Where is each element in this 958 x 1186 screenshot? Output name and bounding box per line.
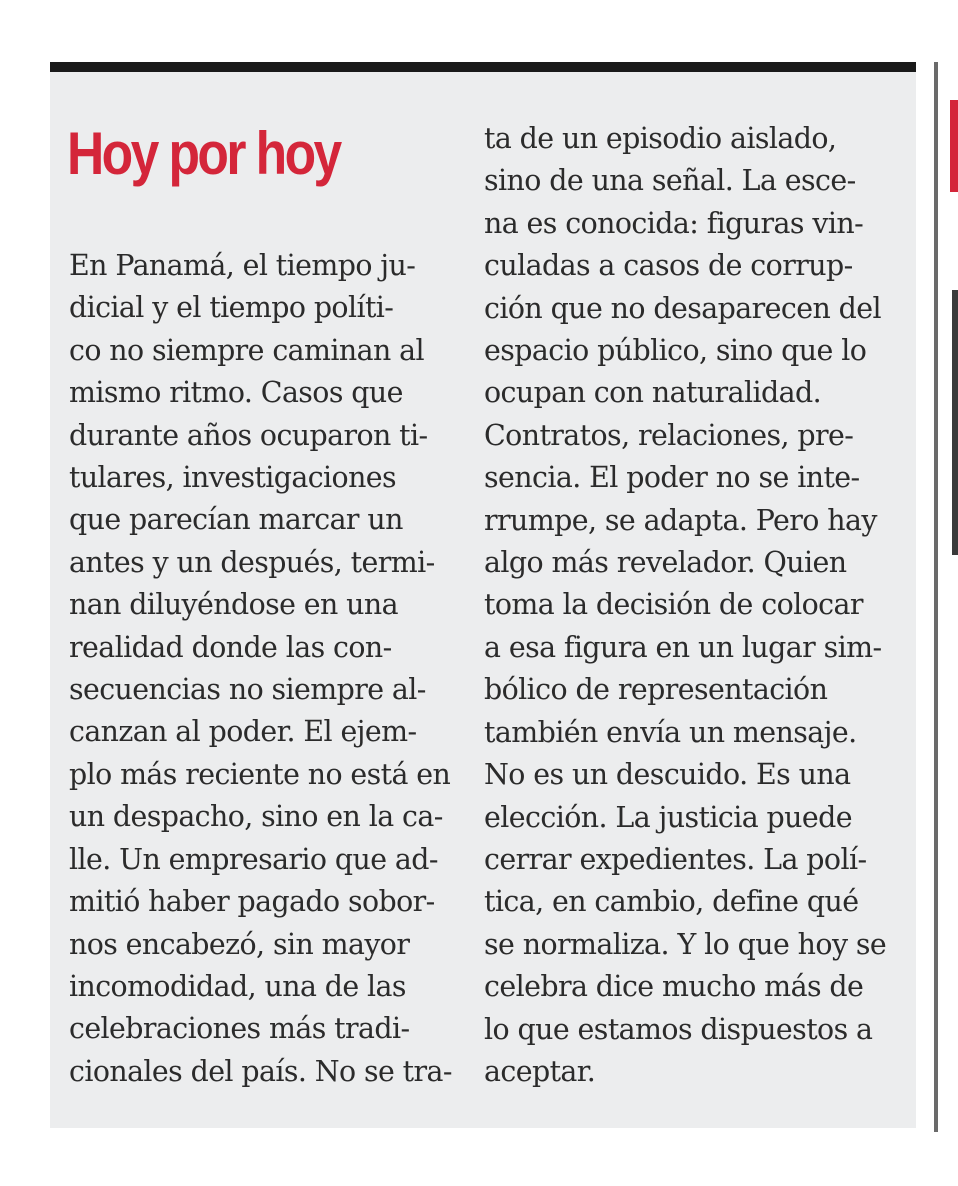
text-line: incomodidad, una de las (69, 968, 406, 1003)
top-rule (50, 62, 916, 72)
text-line: bólico de representación (484, 672, 828, 707)
text-line: un despacho, sino en la ca- (69, 799, 443, 834)
text-line: co no siempre caminan al (69, 332, 424, 367)
text-line: celebra dice mucho más de (484, 969, 864, 1004)
adjacent-page-red-block (950, 100, 958, 192)
text-line: secuencias no siempre al- (69, 672, 426, 707)
text-line: celebraciones más tradi- (69, 1011, 410, 1046)
text-line: tica, en cambio, define qué (484, 884, 859, 919)
text-line: también envía un mensaje. (484, 714, 857, 749)
text-line: ción que no desaparecen del (484, 290, 882, 325)
text-line: elección. La justicia puede (484, 799, 853, 834)
text-line: cionales del país. No se tra- (69, 1053, 452, 1088)
text-line: lo que estamos dispuestos a (484, 1011, 873, 1046)
text-line: nan diluyéndose en una (69, 587, 398, 622)
text-line: que parecían marcar un (69, 502, 403, 537)
text-line: algo más revelador. Quien (484, 545, 847, 580)
left-column-text (69, 244, 469, 1092)
text-line: En Panamá, el tiempo ju- (69, 248, 416, 282)
text-line: plo más reciente no está en (69, 756, 451, 791)
text-line: mismo ritmo. Casos que (69, 375, 403, 410)
right-column-text (484, 117, 904, 1092)
text-line: sino de una señal. La esce- (484, 163, 856, 198)
text-line: culadas a casos de corrup- (484, 248, 853, 283)
text-line: na es conocida: figuras vin- (484, 205, 864, 240)
text-line: lle. Un empresario que ad- (69, 841, 438, 876)
text-line: realidad donde las con- (69, 629, 392, 664)
text-line: canzan al poder. El ejem- (69, 714, 417, 749)
text-line: espacio público, sino que lo (484, 333, 867, 368)
text-line: durante años ocuparon ti- (69, 417, 428, 452)
text-line: a esa figura en un lugar sim- (484, 629, 882, 664)
text-line: No es un descuido. Es una (484, 757, 851, 792)
text-line: ocupan con naturalidad. (484, 375, 822, 410)
adjacent-page-photo-edge (952, 290, 958, 555)
text-line: nos encabezó, sin mayor (69, 926, 410, 961)
text-line: cerrar expedientes. La polí- (484, 841, 867, 876)
text-line: antes y un después, termi- (69, 544, 435, 579)
text-line: se normaliza. Y lo que hoy se (484, 926, 887, 961)
text-line: aceptar. (484, 1053, 596, 1088)
text-line: tulares, investigaciones (69, 460, 397, 495)
text-line: toma la decisión de colocar (484, 587, 863, 622)
text-line: ta de un episodio aislado, (484, 121, 837, 155)
text-line: rrumpe, se adapta. Pero hay (484, 502, 877, 537)
text-line: dicial y el tiempo políti- (69, 290, 394, 325)
text-line: mitió haber pagado sobor- (69, 884, 435, 919)
text-line: sencia. El poder no se inte- (484, 460, 860, 495)
text-line: Contratos, relaciones, pre- (484, 417, 854, 452)
adjacent-page-border (934, 62, 938, 1132)
column-title: Hoy por hoy (67, 120, 340, 187)
